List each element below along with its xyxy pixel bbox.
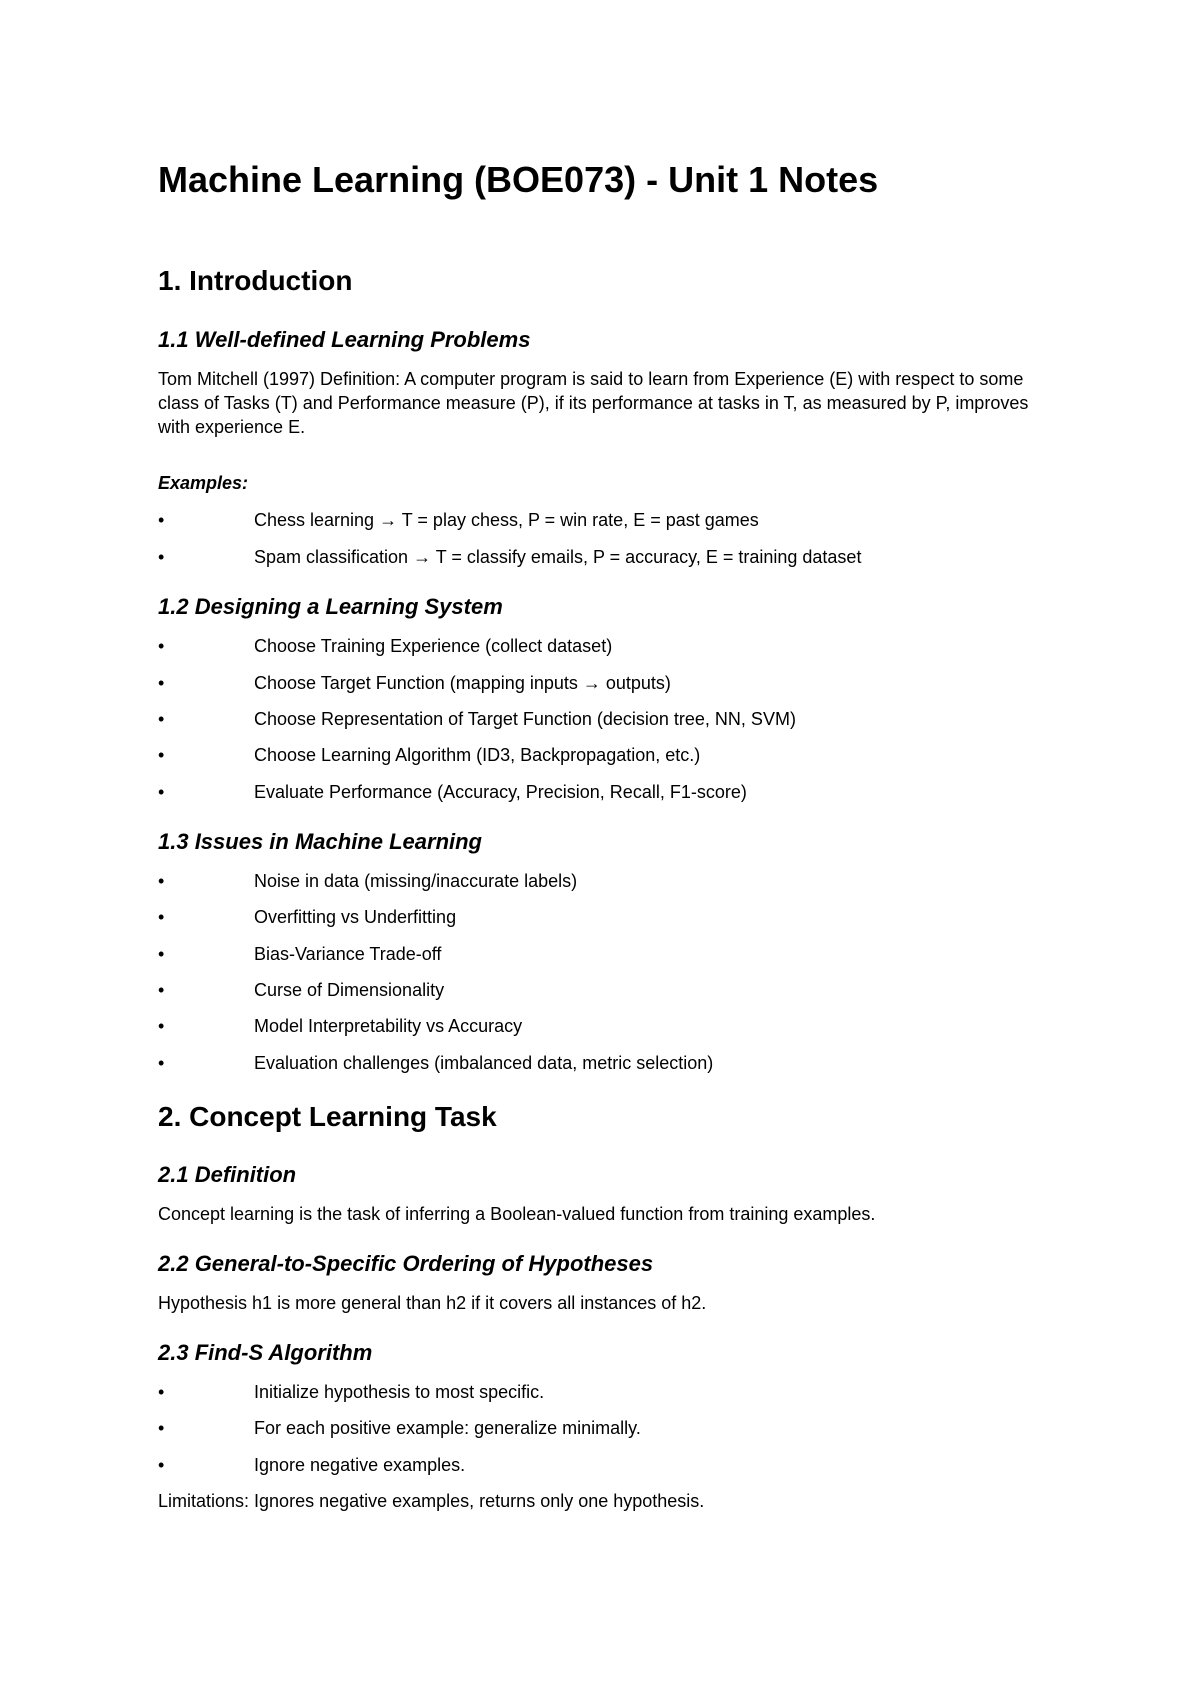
list-item-text: Initialize hypothesis to most specific. xyxy=(254,1382,545,1402)
bullet-icon: • xyxy=(158,1016,165,1036)
bullet-icon: • xyxy=(158,907,165,927)
find-s-limitations: Limitations: Ignores negative examples, returns only one hypothesis. xyxy=(158,1491,705,1511)
list-item-text: Chess learning → T = play chess, P = win rate, E = past games xyxy=(254,510,759,530)
bullet-icon: • xyxy=(158,1053,165,1073)
list-item-text: Noise in data (missing/inaccurate labels) xyxy=(254,871,578,891)
list-item-text: Choose Training Experience (collect dataset) xyxy=(254,636,613,656)
bullet-icon: • xyxy=(158,782,165,802)
bullet-icon: • xyxy=(158,1382,165,1402)
list-item-text: Ignore negative examples. xyxy=(254,1455,466,1475)
list-item-text: Overfitting vs Underfitting xyxy=(254,907,457,927)
document-title: Machine Learning (BOE073) - Unit 1 Notes xyxy=(158,159,879,200)
bullet-icon: • xyxy=(158,709,165,729)
subsection-heading-well-defined-learning-problems: 1.1 Well-defined Learning Problems xyxy=(158,327,531,352)
subsection-heading-general-to-specific: 2.2 General-to-Specific Ordering of Hypotheses xyxy=(158,1251,654,1276)
bullet-icon: • xyxy=(158,871,165,891)
subsection-heading-definition: 2.1 Definition xyxy=(158,1162,297,1187)
list-item-text: Bias-Variance Trade-off xyxy=(254,944,442,964)
bullet-icon: • xyxy=(158,745,165,765)
bullet-icon: • xyxy=(158,944,165,964)
list-item-text: Choose Learning Algorithm (ID3, Backpropagation, etc.) xyxy=(254,745,701,765)
bullet-icon: • xyxy=(158,1418,165,1438)
section-heading-concept-learning-task: 2. Concept Learning Task xyxy=(158,1101,497,1132)
list-item-text: Curse of Dimensionality xyxy=(254,980,445,1000)
mitchell-definition-paragraph: Tom Mitchell (1997) Definition: A computer program is said to learn from Experience (E) with respect to some class of Tasks (T) and Performance measure (P), if its performance at tasks in T, as measured by P, improves with experience E. xyxy=(158,369,1029,437)
bullet-icon: • xyxy=(158,636,165,656)
list-item-text: Choose Target Function (mapping inputs → outputs) xyxy=(254,673,671,693)
bullet-icon: • xyxy=(158,1455,165,1475)
subsection-heading-find-s: 2.3 Find-S Algorithm xyxy=(158,1340,373,1365)
concept-learning-definition: Concept learning is the task of inferring a Boolean-valued function from training examples. xyxy=(158,1204,876,1224)
bullet-icon: • xyxy=(158,980,165,1000)
subsection-heading-designing-learning-system: 1.2 Designing a Learning System xyxy=(158,594,503,619)
examples-label: Examples: xyxy=(158,473,249,493)
list-item-text: Evaluate Performance (Accuracy, Precision, Recall, F1-score) xyxy=(254,782,747,802)
list-item-text: For each positive example: generalize minimally. xyxy=(254,1418,641,1438)
bullet-icon: • xyxy=(158,547,165,567)
list-item-text: Model Interpretability vs Accuracy xyxy=(254,1016,523,1036)
hypothesis-ordering-text: Hypothesis h1 is more general than h2 if it covers all instances of h2. xyxy=(158,1293,707,1313)
bullet-icon: • xyxy=(158,510,165,530)
subsection-heading-issues-in-ml: 1.3 Issues in Machine Learning xyxy=(158,829,482,854)
bullet-icon: • xyxy=(158,673,165,693)
list-item-text: Choose Representation of Target Function (decision tree, NN, SVM) xyxy=(254,709,796,729)
list-item-text: Spam classification → T = classify emails, P = accuracy, E = training dataset xyxy=(254,547,862,567)
list-item-text: Evaluation challenges (imbalanced data, metric selection) xyxy=(254,1053,714,1073)
section-heading-introduction: 1. Introduction xyxy=(158,265,353,296)
